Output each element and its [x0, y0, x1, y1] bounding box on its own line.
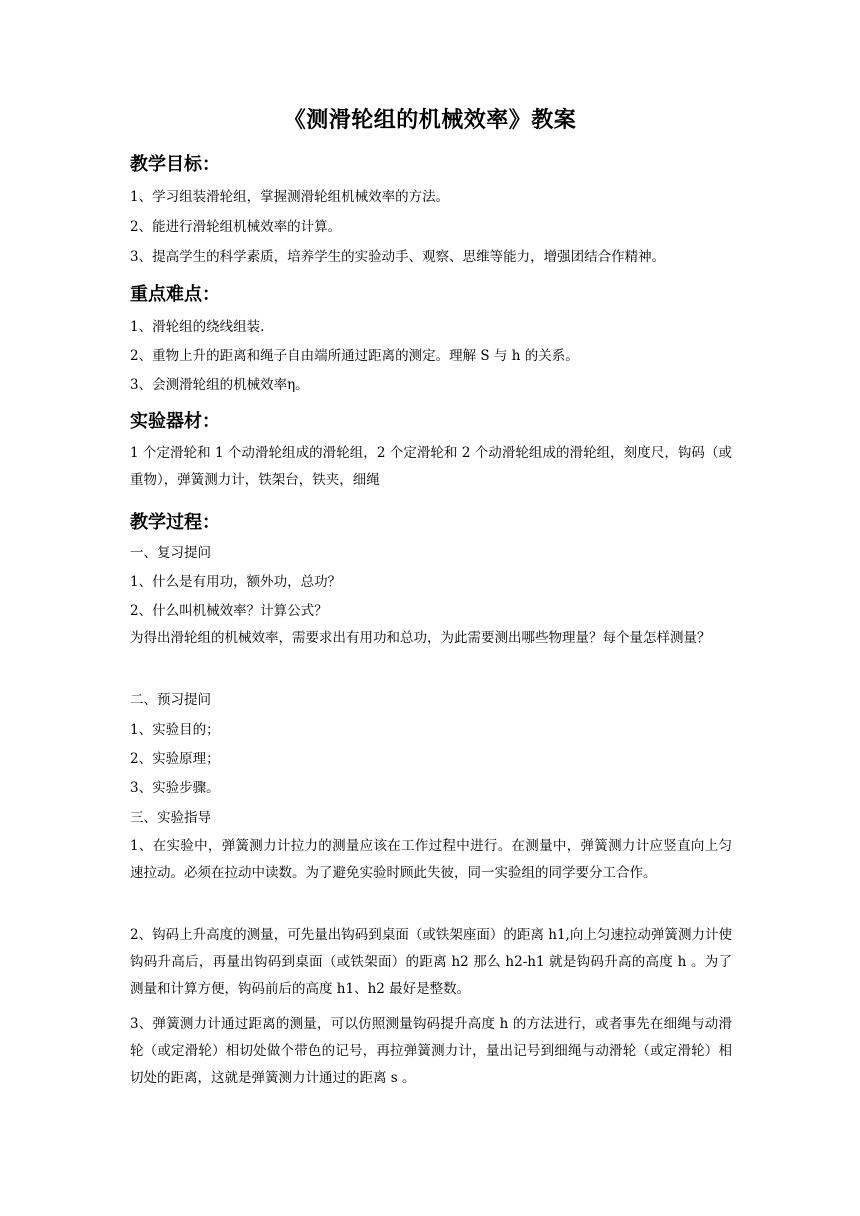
objective-item: 2、能进行滑轮组机械效率的计算。: [130, 219, 342, 235]
review-title: 一、复习提问: [130, 545, 211, 561]
preview-item: 3、实验步骤。: [130, 780, 220, 796]
preview-item: 1、实验目的；: [130, 722, 220, 738]
equipment-heading: 实验器材：: [130, 411, 220, 432]
document-title: 《测滑轮组的机械效率》教案: [283, 107, 577, 133]
review-note: 为得出滑轮组的机械效率，需要求出有用功和总功，为此需要测出哪些物理量？每个量怎样测量？: [130, 630, 711, 646]
objectives-heading: 教学目标：: [130, 154, 220, 175]
guide-item: 2、钩码上升高度的测量，可先量出钩码到桌面（或铁架座面）的距离 h1,向上匀速拉动弹簧测力计使钩码升高后，再量出钩码到桌面（或铁架面）的距离 h2 那么 h2-h1 就是钩码升高的高度 h 。为了测量和计算方便，钩码前后的高度 h1、h2 最好是整数。: [130, 927, 732, 997]
key-point-item: 3、会测滑轮组的机械效率η。: [130, 377, 309, 393]
guide-item: 3、弹簧测力计通过距离的测量，可以仿照测量钩码提升高度 h 的方法进行，或者事先在细绳与动滑轮（或定滑轮）相切处做个带色的记号，再拉弹簧测力计，量出记号到细绳与动滑轮（或定滑轮）相切处的距离，这就是弹簧测力计通过的距离 s 。: [130, 1016, 732, 1086]
key-point-item: 1、滑轮组的绕线组装.: [130, 319, 265, 335]
review-item: 2、什么叫机械效率？计算公式？: [130, 603, 328, 619]
objective-item: 1、学习组装滑轮组，掌握测滑轮组机械效率的方法。: [130, 189, 450, 205]
key-point-item: 2、重物上升的距离和绳子自由端所通过距离的测定。理解 S 与 h 的关系。: [130, 348, 579, 364]
key-points-heading: 重点难点：: [130, 284, 220, 305]
guide-item: 1、在实验中，弹簧测力计拉力的测量应该在工作过程中进行。在测量中，弹簧测力计应竖直向上匀速拉动。必须在拉动中读数。为了避免实验时顾此失彼，同一实验组的同学要分工合作。: [130, 838, 732, 881]
guide-title: 三、实验指导: [130, 810, 211, 826]
preview-title: 二、预习提问: [130, 692, 211, 708]
preview-item: 2、实验原理；: [130, 751, 220, 767]
process-heading: 教学过程：: [130, 512, 220, 533]
objective-item: 3、提高学生的科学素质，培养学生的实验动手、观察、思维等能力，增强团结合作精神。: [130, 249, 666, 265]
equipment-text: 1 个定滑轮和 1 个动滑轮组成的滑轮组，2 个定滑轮和 2 个动滑轮组成的滑轮组，刻度尺，钩码（或重物），弹簧测力计，铁架台，铁夹，细绳: [130, 445, 732, 488]
review-item: 1、什么是有用功，额外功，总功？: [130, 574, 342, 590]
